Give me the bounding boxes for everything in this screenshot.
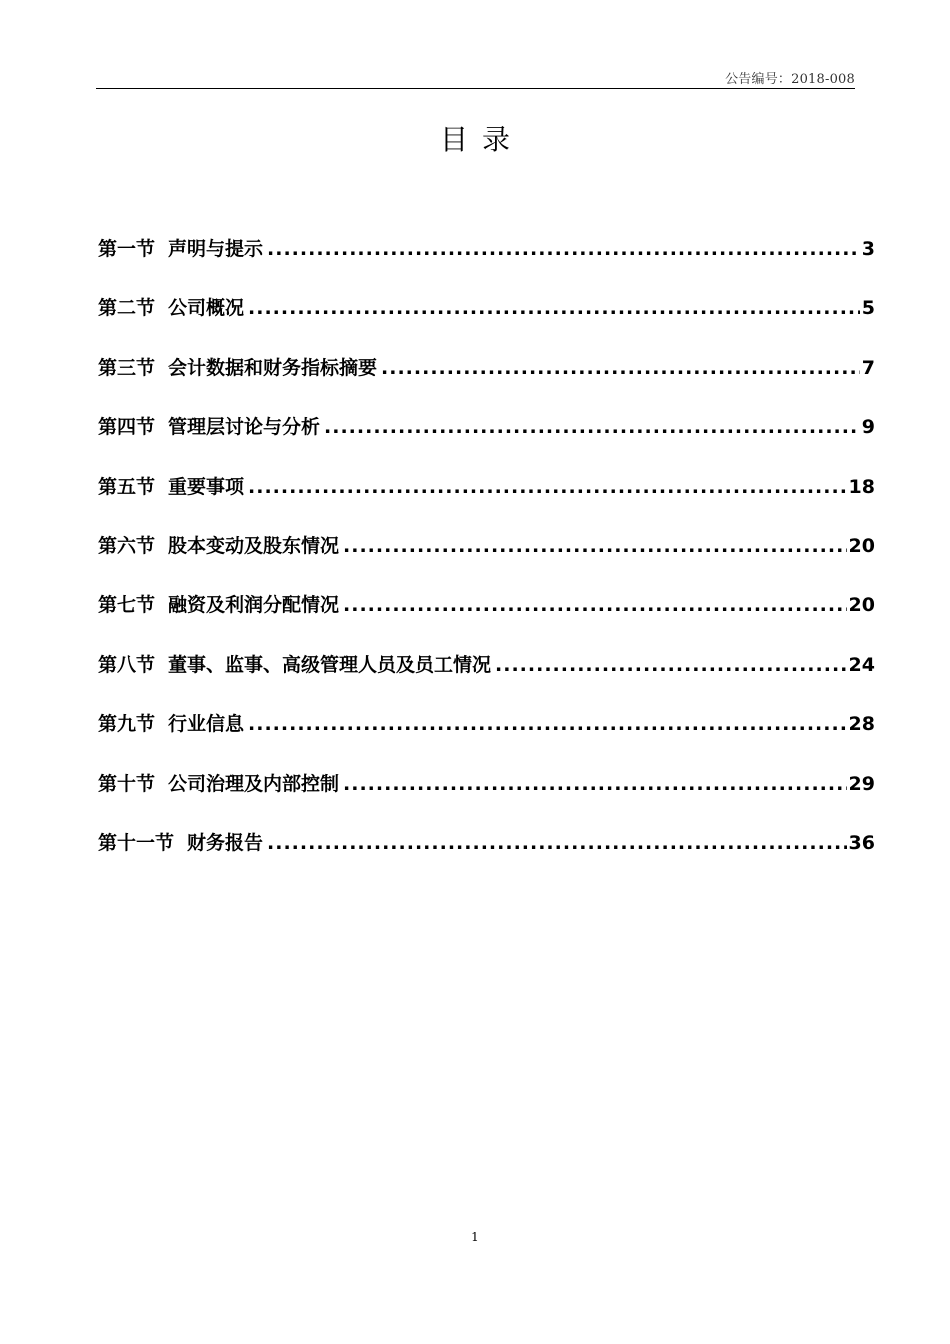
toc-page-number: 36 (848, 831, 875, 854)
toc-entry-title: 公司概况 (168, 297, 245, 320)
toc-entry-title: 行业信息 (168, 713, 245, 736)
toc-entry[interactable] (98, 529, 875, 588)
toc-entry-title: 融资及利润分配情况 (168, 594, 340, 617)
toc-page-number: 7 (861, 356, 875, 379)
toc-entry[interactable] (98, 232, 875, 291)
toc-page-number: 18 (848, 475, 875, 498)
toc-section-number: 第七节 (98, 594, 156, 617)
toc-page-number: 3 (861, 238, 875, 260)
toc-entry[interactable] (98, 648, 875, 707)
toc-section-number: 第三节 (98, 356, 156, 379)
toc-section-number: 第八节 (98, 653, 156, 676)
toc-dot-leader (267, 826, 847, 860)
toc-dot-leader (343, 767, 847, 801)
toc-entry[interactable] (98, 826, 875, 885)
toc-dot-leader (324, 410, 860, 444)
toc-entry-title: 管理层讨论与分析 (168, 416, 321, 439)
toc-section-number: 第四节 (98, 416, 156, 439)
toc-entry-title: 股本变动及股东情况 (168, 534, 340, 557)
toc-section-number: 第二节 (98, 297, 156, 320)
toc-entry-title: 重要事项 (168, 475, 245, 498)
toc-entry[interactable] (98, 470, 875, 529)
announcement-number: 公告编号：2018-008 (725, 72, 855, 87)
toc-dot-leader (248, 707, 847, 741)
toc-page-number: 20 (848, 594, 875, 617)
toc-entry-title: 声明与提示 (168, 238, 264, 260)
toc-entry-title: 董事、监事、高级管理人员及员工情况 (168, 653, 492, 676)
page-header (96, 64, 855, 89)
toc-section-number: 第一节 (98, 238, 156, 260)
toc-dot-leader (248, 470, 847, 504)
toc-page-number: 20 (848, 534, 875, 557)
toc-entry-title: 公司治理及内部控制 (168, 772, 340, 795)
toc-dot-leader (343, 529, 847, 563)
toc-entry[interactable] (98, 767, 875, 826)
toc-section-number: 第九节 (98, 713, 156, 736)
toc-entry[interactable] (98, 707, 875, 766)
toc-section-number: 第十节 (98, 772, 156, 795)
toc-page-number: 9 (861, 416, 875, 439)
toc-entry[interactable] (98, 588, 875, 647)
toc-page-number: 5 (861, 297, 875, 320)
toc-entry-title: 会计数据和财务指标摘要 (168, 356, 378, 379)
toc-entry[interactable] (98, 410, 875, 469)
toc-section-number: 第六节 (98, 534, 156, 557)
toc-dot-leader (381, 351, 860, 385)
toc-dot-leader (267, 232, 860, 266)
toc-dot-leader (495, 648, 847, 682)
toc-page-number: 29 (848, 772, 875, 795)
toc-entry-title: 财务报告 (187, 831, 264, 854)
table-of-contents (98, 232, 875, 885)
toc-dot-leader (343, 588, 847, 622)
page-title: 目录 (439, 123, 524, 156)
page-number: 1 (471, 1230, 479, 1244)
toc-page-number: 24 (848, 653, 875, 676)
toc-section-number: 第五节 (98, 475, 156, 498)
toc-dot-leader (248, 291, 860, 325)
toc-section-number: 第十一节 (98, 831, 175, 854)
toc-page-number: 28 (848, 713, 875, 736)
toc-entry[interactable] (98, 291, 875, 350)
toc-entry[interactable] (98, 351, 875, 410)
